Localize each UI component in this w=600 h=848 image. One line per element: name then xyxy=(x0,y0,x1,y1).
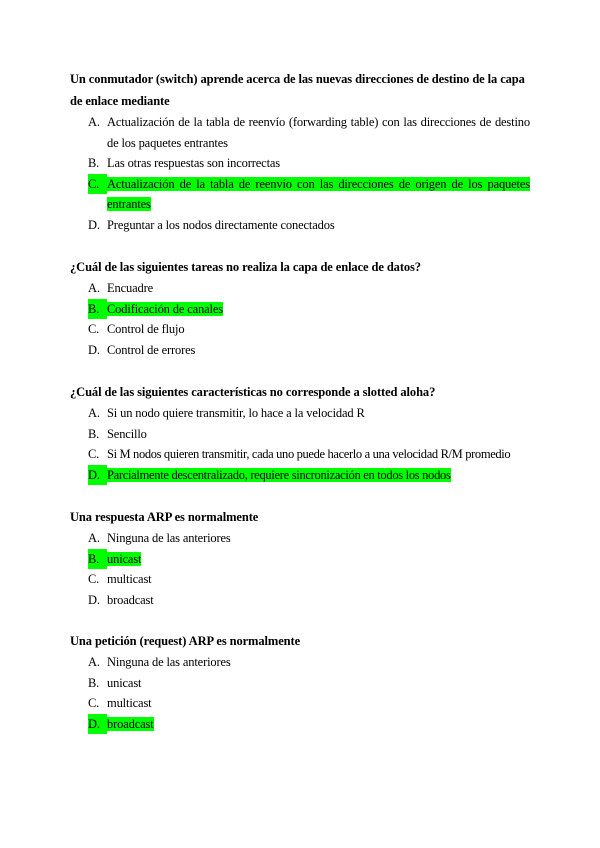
question-title: ¿Cuál de las siguientes características no corresponde a slotted aloha? xyxy=(70,385,436,399)
question-2 xyxy=(70,256,530,360)
option-b xyxy=(70,673,530,694)
option-b xyxy=(70,424,530,445)
option-text-wrapper xyxy=(107,714,530,735)
option-text: broadcast xyxy=(107,716,154,731)
option-text: Ninguna de las anteriores xyxy=(107,655,231,669)
option-b-correct xyxy=(70,549,530,570)
options-list xyxy=(70,403,530,485)
option-letter: A. xyxy=(88,281,100,295)
question-3 xyxy=(70,381,530,485)
option-letter: D. xyxy=(88,342,100,357)
option-letter: B. xyxy=(88,156,100,170)
option-c xyxy=(70,319,530,340)
question-title: Una respuesta ARP es normalmente xyxy=(70,510,259,524)
option-text: Sencillo xyxy=(107,426,147,441)
option-text: unicast xyxy=(107,675,142,690)
option-text: Las otras respuestas son incorrectas xyxy=(107,156,281,170)
option-letter: D. xyxy=(88,465,107,486)
option-text: Preguntar a los nodos directamente conectados xyxy=(107,217,335,232)
option-b-correct xyxy=(70,299,530,320)
option-c xyxy=(70,444,530,465)
option-a xyxy=(70,278,530,299)
option-text-wrapper xyxy=(107,174,530,215)
option-a xyxy=(70,112,530,153)
option-letter: A. xyxy=(88,115,100,129)
option-text: Parcialmente descentralizado, requiere sincronización en todos los nodos xyxy=(107,467,451,482)
option-text: unicast xyxy=(107,551,142,566)
option-a xyxy=(70,652,530,673)
options-list xyxy=(70,112,530,235)
option-d xyxy=(70,215,530,236)
option-b xyxy=(70,153,530,174)
option-text: Ninguna de las anteriores xyxy=(107,531,231,545)
option-text: Encuadre xyxy=(107,281,153,295)
option-text-wrapper xyxy=(107,299,530,320)
option-c xyxy=(70,569,530,590)
option-letter: A. xyxy=(88,655,100,669)
question-5 xyxy=(70,630,530,734)
option-letter: B. xyxy=(88,675,100,690)
options-list xyxy=(70,652,530,734)
option-c xyxy=(70,693,530,714)
option-letter: D. xyxy=(88,714,107,735)
option-letter: A. xyxy=(88,531,100,545)
option-letter: C. xyxy=(88,174,107,195)
option-d xyxy=(70,590,530,611)
option-text: Actualización de la tabla de reenvío con las direcciones de origen de los paquetes entrantes xyxy=(107,176,530,211)
option-letter: A. xyxy=(88,406,100,420)
option-text: Codificación de canales xyxy=(107,301,223,316)
option-letter: B. xyxy=(88,426,100,441)
option-c-correct xyxy=(70,174,530,215)
option-text: multicast xyxy=(107,696,152,710)
option-letter: C. xyxy=(88,322,100,336)
option-d-correct xyxy=(70,465,530,486)
option-text: broadcast xyxy=(107,592,154,607)
option-a xyxy=(70,403,530,424)
option-text: Si M nodos quieren transmitir, cada uno puede hacerlo a una velocidad R/M promedio xyxy=(107,447,511,461)
option-letter: C. xyxy=(88,572,100,586)
question-title: ¿Cuál de las siguientes tareas no realiza la capa de enlace de datos? xyxy=(70,260,421,274)
option-d-correct xyxy=(70,714,530,735)
option-text: Control de errores xyxy=(107,342,196,357)
option-text: Actualización de la tabla de reenvío (forwarding table) con las direcciones de destino de los paquetes entrantes xyxy=(107,115,530,150)
option-a xyxy=(70,528,530,549)
question-title: Una petición (request) ARP es normalmente xyxy=(70,634,301,648)
question-1 xyxy=(70,68,530,235)
question-4 xyxy=(70,506,530,610)
option-letter: C. xyxy=(88,447,100,461)
option-letter: D. xyxy=(88,592,100,607)
options-list xyxy=(70,278,530,360)
option-letter: D. xyxy=(88,217,100,232)
option-text-wrapper xyxy=(107,549,530,570)
option-text: multicast xyxy=(107,572,152,586)
option-d xyxy=(70,340,530,361)
option-letter: C. xyxy=(88,696,100,710)
question-title: Un conmutador (switch) aprende acerca de las nuevas direcciones de destino de la capa de enlace mediante xyxy=(70,72,525,108)
option-letter: B. xyxy=(88,549,107,570)
options-list xyxy=(70,528,530,610)
option-letter: B. xyxy=(88,299,107,320)
option-text-wrapper xyxy=(107,465,530,486)
option-text: Control de flujo xyxy=(107,322,185,336)
option-text: Si un nodo quiere transmitir, lo hace a la velocidad R xyxy=(107,406,365,420)
